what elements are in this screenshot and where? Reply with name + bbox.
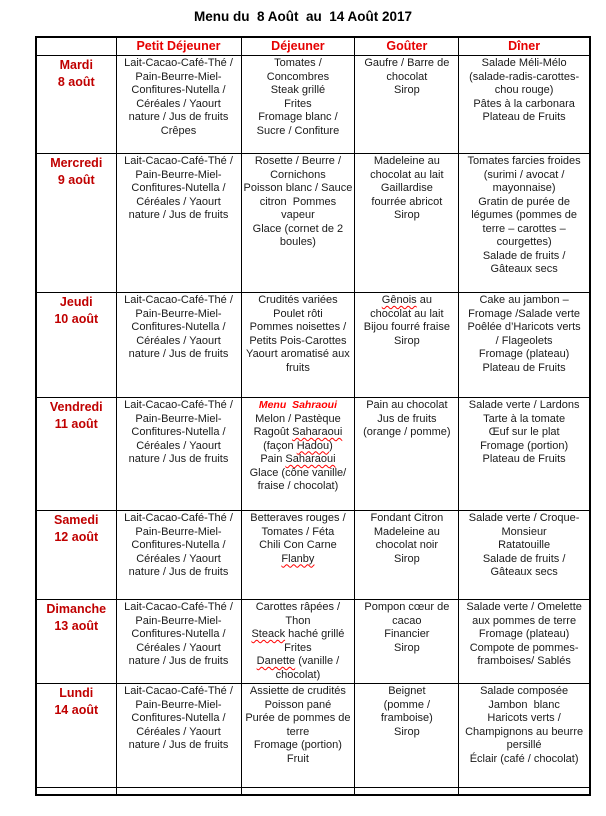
menu-line: Salade verte / Croque- — [468, 512, 580, 524]
menu-line: Plateau de Fruits — [482, 361, 566, 374]
menu-line: Fromage (portion) — [480, 439, 569, 452]
snack-cell — [355, 398, 459, 511]
day-cell — [36, 398, 116, 511]
menu-line: Gaillardise — [380, 182, 433, 194]
table-row-mercredi — [36, 154, 590, 293]
menu-line: Lait-Cacao-Café-Thé / — [124, 57, 233, 69]
menu-line: Fruit — [286, 752, 309, 765]
menu-line: Confitures-Nutella / — [131, 426, 226, 438]
menu-line: Chili Con Carne — [259, 539, 337, 551]
day-date: 13 août — [54, 619, 99, 633]
menu-line: Jambon blanc — [488, 698, 560, 711]
menu-line: Céréales / Yaourt — [136, 97, 221, 110]
dinner-cell — [459, 684, 590, 788]
dinner-cell — [459, 56, 590, 154]
menu-line: Assiette de crudités — [249, 685, 346, 697]
menu-line: Pain-Beurre-Miel- — [135, 70, 222, 83]
breakfast-cell — [116, 684, 241, 788]
menu-line: Ratatouille — [498, 539, 551, 551]
menu-line: Petits Pois-Carottes — [249, 334, 347, 347]
menu-line: boules) — [279, 236, 316, 248]
menu-line: Fromage blanc / — [258, 111, 338, 123]
menu-line: Salade Méli-Mélo — [481, 57, 567, 69]
menu-line: Gratin de purée de — [478, 195, 570, 208]
menu-line: Betteraves rouges / — [250, 512, 346, 524]
menu-line: fruits — [286, 361, 310, 374]
menu-line: Jus de fruits — [377, 412, 437, 425]
menu-line: Glace (cornet de 2 — [252, 222, 344, 235]
menu-line: vapeur — [281, 209, 315, 221]
menu-line: Céréales / Yaourt — [136, 725, 221, 738]
menu-line: Salade de fruits / — [482, 249, 566, 262]
menu-line: Fromage (plateau) — [478, 348, 570, 360]
lunch-cell — [241, 600, 355, 684]
menu-line: Frites — [284, 97, 312, 110]
menu-line: nature / Jus de fruits — [128, 566, 229, 578]
menu-line: Gênois au — [381, 294, 432, 306]
day-name: Vendredi — [49, 400, 103, 414]
misspelled-word: Saharaoui — [285, 453, 336, 465]
lunch-cell — [241, 398, 355, 511]
day-cell — [36, 154, 116, 293]
menu-line: Ragoût Saharaoui — [253, 426, 343, 438]
menu-line: Haricots verts / — [487, 712, 561, 724]
menu-line: Poisson pané — [264, 698, 332, 711]
menu-line: Gâteaux secs — [490, 566, 558, 578]
day-cell — [36, 684, 116, 788]
menu-line: Sirop — [394, 641, 420, 654]
misspelled-word: Hadou — [296, 439, 330, 452]
menu-line: nature / Jus de fruits — [128, 348, 229, 360]
menu-line: Céréales / Yaourt — [136, 552, 221, 565]
menu-line: Salade verte / Lardons — [468, 399, 580, 411]
menu-line: Steak grillé — [270, 84, 326, 96]
menu-line: aux pommes de terre — [472, 614, 577, 627]
menu-line: Plateau de Fruits — [482, 111, 566, 123]
table-row-jeudi — [36, 293, 590, 398]
spacer-cell — [36, 788, 116, 796]
menu-line: Pain-Beurre-Miel- — [135, 698, 222, 711]
menu-line: légumes (pommes de — [471, 209, 577, 221]
menu-line: Sirop — [394, 725, 420, 738]
menu-line: fourrée abricot — [371, 195, 443, 208]
snack-cell — [355, 293, 459, 398]
header-day-empty — [36, 37, 116, 56]
menu-line: Sirop — [394, 552, 420, 565]
menu-line: courgettes) — [496, 236, 552, 248]
menu-line: Lait-Cacao-Café-Thé / — [124, 294, 233, 306]
header-dejeuner: Déjeuner — [241, 37, 355, 56]
breakfast-cell — [116, 600, 241, 684]
page-title: Menu du 8 Août au 14 Août 2017 — [193, 9, 413, 24]
dinner-cell — [459, 293, 590, 398]
menu-line: terre — [286, 725, 310, 738]
spacer-cell — [355, 788, 459, 796]
menu-line: / Flageolets — [495, 334, 553, 347]
day-cell — [36, 56, 116, 154]
menu-line: Salade composée — [480, 685, 569, 697]
menu-line: Gaufre / Barre de — [364, 57, 450, 69]
menu-line: Salade de fruits / — [482, 552, 566, 565]
day-name: Samedi — [54, 513, 99, 527]
menu-line: Fromage (plateau) — [478, 628, 570, 640]
menu-line: Pain Saharaoui — [260, 453, 336, 465]
snack-cell — [355, 600, 459, 684]
menu-line: (orange / pomme) — [363, 426, 451, 438]
breakfast-cell — [116, 293, 241, 398]
header-petit-dejeuner: Petit Déjeuner — [116, 37, 241, 56]
menu-line: Pain-Beurre-Miel- — [135, 525, 222, 538]
menu-line: Lait-Cacao-Café-Thé / — [124, 685, 233, 697]
menu-line: Confitures-Nutella / — [131, 539, 226, 551]
spacer-cell — [241, 788, 355, 796]
menu-line: Pain au chocolat — [366, 399, 448, 411]
table-row-vendredi — [36, 398, 590, 511]
menu-line: Champignons au beurre — [465, 725, 584, 738]
menu-line: Tomates / — [274, 57, 322, 69]
menu-line: Cake au jambon – — [479, 294, 569, 306]
menu-line: chocolat noir — [375, 539, 439, 551]
menu-line — [244, 553, 353, 567]
lunch-cell — [241, 293, 355, 398]
menu-line: Plateau de Fruits — [482, 453, 566, 465]
table-row-dimanche — [36, 600, 590, 684]
day-date: 12 août — [54, 530, 99, 544]
lunch-cell — [241, 154, 355, 293]
day-name: Mardi — [59, 58, 93, 72]
misspelled-word: Danette — [256, 655, 296, 667]
breakfast-cell — [116, 154, 241, 293]
menu-line: nature / Jus de fruits — [128, 453, 229, 465]
menu-line: Sirop — [394, 334, 420, 347]
menu-line: chocolat au lait — [370, 168, 444, 181]
menu-line: Monsieur — [501, 525, 547, 538]
header-diner: Dîner — [459, 37, 590, 56]
menu-line: Fromage /Salade verte — [468, 307, 581, 320]
menu-line: Pain-Beurre-Miel- — [135, 307, 222, 320]
menu-line: Sirop — [394, 209, 420, 221]
menu-line: Pommes noisettes / — [249, 321, 347, 333]
menu-line: Tomates / Féta — [261, 525, 335, 538]
menu-line: Rosette / Beurre / — [254, 155, 342, 167]
menu-line: Salade verte / Omelette — [466, 601, 582, 613]
menu-line: mayonnaise) — [492, 182, 556, 194]
menu-line: Purée de pommes de — [245, 712, 351, 724]
dinner-cell — [459, 511, 590, 600]
menu-line: cacao — [392, 614, 422, 627]
menu-line: Carottes râpées / — [255, 601, 341, 613]
day-date: 10 août — [54, 312, 99, 326]
day-date: 8 août — [57, 75, 95, 89]
menu-line: nature / Jus de fruits — [128, 655, 229, 667]
menu-line: Lait-Cacao-Café-Thé / — [124, 155, 233, 167]
menu-line: Crudités variées — [258, 294, 338, 306]
menu-line: (pomme / — [383, 698, 431, 711]
menu-line: chocolat au lait — [370, 307, 444, 320]
snack-cell — [355, 154, 459, 293]
dinner-cell — [459, 398, 590, 511]
menu-line: (surimi / avocat / — [483, 168, 565, 181]
dinner-cell — [459, 600, 590, 684]
menu-line: Fromage (portion) — [253, 739, 342, 751]
menu-line: Sirop — [394, 84, 420, 96]
menu-line: Menu Sahraoui — [258, 399, 338, 411]
menu-line: Glace (cône vanille/ — [249, 466, 347, 479]
menu-table — [35, 36, 591, 796]
menu-line: Beignet — [388, 685, 426, 697]
menu-line: Éclair (café / chocolat) — [469, 752, 579, 765]
menu-line: (salade-radis-carottes- — [469, 70, 580, 83]
menu-line: Lait-Cacao-Café-Thé / — [124, 399, 233, 411]
menu-line: Poêlée d’Haricots verts — [467, 321, 581, 333]
menu-line: nature / Jus de fruits — [128, 209, 229, 221]
menu-line: Pain-Beurre-Miel- — [135, 168, 222, 181]
menu-line: Melon / Pastèque — [255, 412, 341, 425]
spacer-cell — [116, 788, 241, 796]
menu-line: Tomates farcies froides — [467, 155, 581, 167]
day-date: 14 août — [54, 703, 99, 717]
menu-line: Madeleine au — [373, 155, 440, 167]
menu-line: Céréales / Yaourt — [136, 195, 221, 208]
menu-line: Pompon cœur de — [364, 601, 450, 613]
menu-line: chocolat) — [275, 668, 321, 681]
misspelled-word: Saharaoui — [292, 426, 343, 438]
menu-line: Pain-Beurre-Miel- — [135, 412, 222, 425]
misspelled-word: Flanby — [281, 552, 315, 565]
menu-line: nature / Jus de fruits — [128, 111, 229, 123]
menu-line: Financier — [384, 628, 430, 640]
menu-line: Steack haché grillé — [251, 628, 345, 640]
menu-line: chou rouge) — [494, 84, 554, 96]
menu-line: framboises/ Sablés — [477, 655, 571, 667]
breakfast-cell — [116, 511, 241, 600]
menu-line: Sucre / Confiture — [256, 124, 340, 137]
header-gouter: Goûter — [355, 37, 459, 56]
menu-line: Concombres — [266, 70, 330, 83]
menu-line: Poisson blanc / Sauce — [243, 182, 353, 194]
breakfast-cell — [116, 398, 241, 511]
day-name: Mercredi — [50, 156, 103, 170]
menu-line: persillé — [506, 739, 542, 751]
breakfast-cell — [116, 56, 241, 154]
snack-cell — [355, 511, 459, 600]
menu-line: Pâtes à la carbonara — [473, 97, 575, 110]
day-cell — [36, 600, 116, 684]
menu-line: Céréales / Yaourt — [136, 439, 221, 452]
day-cell — [36, 293, 116, 398]
menu-line: Crêpes — [160, 124, 197, 137]
table-row-mardi — [36, 56, 590, 154]
menu-line: Poulet rôti — [273, 307, 323, 320]
day-cell — [36, 511, 116, 600]
menu-line: terre – carottes – — [482, 222, 566, 235]
menu-line: Confitures-Nutella / — [131, 84, 226, 96]
menu-line: Céréales / Yaourt — [136, 641, 221, 654]
snack-cell — [355, 56, 459, 154]
menu-line: Lait-Cacao-Café-Thé / — [124, 512, 233, 524]
menu-line: nature / Jus de fruits — [128, 739, 229, 751]
lunch-cell — [241, 684, 355, 788]
day-name: Dimanche — [46, 602, 107, 616]
menu-line: Confitures-Nutella / — [131, 712, 226, 724]
menu-line: Confitures-Nutella / — [131, 321, 226, 333]
day-name: Lundi — [59, 686, 94, 700]
menu-line: Cornichons — [270, 168, 326, 181]
menu-line: Céréales / Yaourt — [136, 334, 221, 347]
snack-cell — [355, 684, 459, 788]
menu-line: fraise / chocolat) — [257, 480, 339, 492]
table-row-lundi — [36, 684, 590, 788]
menu-line: Yaourt aromatisé aux — [246, 348, 350, 360]
menu-line: Madeleine au — [373, 525, 440, 538]
header-row — [36, 37, 590, 56]
menu-line: Œuf sur le plat — [488, 426, 560, 438]
menu-line: Danette (vanille / — [256, 655, 340, 667]
day-name: Jeudi — [59, 295, 93, 309]
menu-line: chocolat — [386, 70, 428, 83]
lunch-cell — [241, 511, 355, 600]
spacer-cell — [459, 788, 590, 796]
menu-line: Thon — [285, 614, 311, 627]
dinner-cell — [459, 154, 590, 293]
menu-line: Confitures-Nutella / — [131, 628, 226, 640]
day-date: 11 août — [54, 417, 98, 431]
lunch-cell — [241, 56, 355, 154]
spacer-row — [36, 788, 590, 796]
menu-line: framboise) — [380, 712, 433, 724]
menu-line: Bijou fourré fraise — [363, 321, 450, 333]
menu-line: Gâteaux secs — [490, 263, 558, 275]
misspelled-word: Steack — [251, 628, 286, 640]
menu-line: Confitures-Nutella / — [131, 182, 226, 194]
menu-line: Compote de pommes- — [469, 641, 579, 654]
menu-line: Fondant Citron — [370, 512, 444, 524]
misspelled-word: Gênois — [381, 294, 417, 306]
menu-line: Pain-Beurre-Miel- — [135, 614, 222, 627]
menu-line: citron Pommes — [259, 195, 337, 208]
table-row-samedi — [36, 511, 590, 600]
menu-line: Frites — [284, 641, 312, 654]
day-date: 9 août — [57, 173, 95, 187]
menu-line: (façon Hadou) — [263, 439, 333, 452]
menu-line: Lait-Cacao-Café-Thé / — [124, 601, 233, 613]
menu-line: Tarte à la tomate — [483, 412, 566, 425]
